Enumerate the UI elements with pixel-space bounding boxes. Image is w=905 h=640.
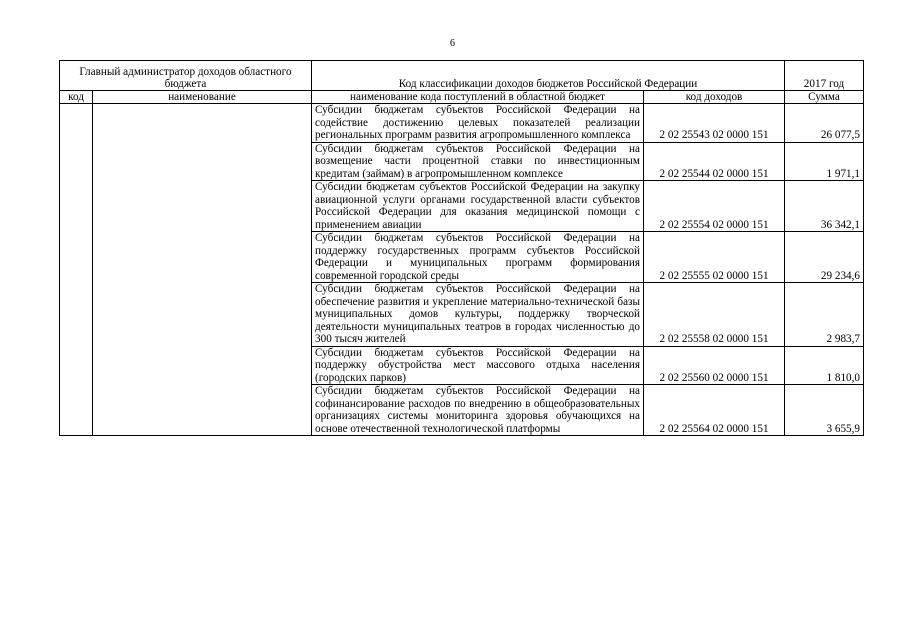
row-description: Субсидии бюджетам субъектов Российской Федерации на поддержку обустройства мест массового отдыха населения (городских парков) <box>312 346 644 385</box>
row-description: Субсидии бюджетам субъектов Российской Федерации на поддержку государственных программ субъектов Российской Федерации и муниципальных программ формирования современной городской среды <box>312 232 644 283</box>
table-row <box>60 104 864 143</box>
row-description: Субсидии бюджетам субъектов Российской Федерации на обеспечение развития и укрепление материально-технической базы муниципальных домов культуры, поддержку творческой деятельности муниципальных театров в городах численностью до 300 тысяч жителей <box>312 283 644 347</box>
subheader-name: наименование <box>93 91 312 104</box>
header-classification: Код классификации доходов бюджетов Российской Федерации <box>312 61 785 91</box>
revenue-table <box>59 60 864 436</box>
row-description: Субсидии бюджетам субъектов Российской Федерации на возмещение части процентной ставки по инвестиционным кредитам (займам) в агропромышленном комплексе <box>312 142 644 181</box>
header-year: 2017 год <box>785 61 864 91</box>
row-description: Субсидии бюджетам субъектов Российской Федерации на содействие достижению целевых показателей реализации региональных программ развития агропромышленного комплекса <box>312 104 644 143</box>
row-income-code: 2 02 25543 02 0000 151 <box>644 104 785 143</box>
subheader-desc: наименование кода поступлений в областной бюджет <box>312 91 644 104</box>
table-subheader-row <box>60 91 864 104</box>
row-amount: 26 077,5 <box>785 104 864 143</box>
row-amount: 1 971,1 <box>785 142 864 181</box>
subheader-code: код доходов <box>644 91 785 104</box>
page-number: 6 <box>450 38 455 49</box>
subheader-sum: Сумма <box>785 91 864 104</box>
cell-name <box>93 104 312 436</box>
header-administrator: Главный администратор доходов областного бюджета <box>60 61 312 91</box>
row-amount: 2 983,7 <box>785 283 864 347</box>
row-income-code: 2 02 25564 02 0000 151 <box>644 385 785 436</box>
row-income-code: 2 02 25558 02 0000 151 <box>644 283 785 347</box>
row-amount: 3 655,9 <box>785 385 864 436</box>
row-description: Субсидии бюджетам субъектов Российской Федерации на закупку авиационной услуги органами государственной власти субъектов Российской Федерации для оказания медицинской помощи с применением авиации <box>312 181 644 232</box>
row-description: Субсидии бюджетам субъектов Российской Федерации на софинансирование расходов по внедрению в общеобразовательных организациях системы мониторинга здоровья обучающихся на основе отечественной технологической платформы <box>312 385 644 436</box>
cell-kod <box>60 104 93 436</box>
row-amount: 36 342,1 <box>785 181 864 232</box>
row-amount: 29 234,6 <box>785 232 864 283</box>
row-income-code: 2 02 25555 02 0000 151 <box>644 232 785 283</box>
row-income-code: 2 02 25544 02 0000 151 <box>644 142 785 181</box>
row-income-code: 2 02 25554 02 0000 151 <box>644 181 785 232</box>
row-amount: 1 810,0 <box>785 346 864 385</box>
row-income-code: 2 02 25560 02 0000 151 <box>644 346 785 385</box>
table-header-row <box>60 61 864 91</box>
subheader-kod: код <box>60 91 93 104</box>
